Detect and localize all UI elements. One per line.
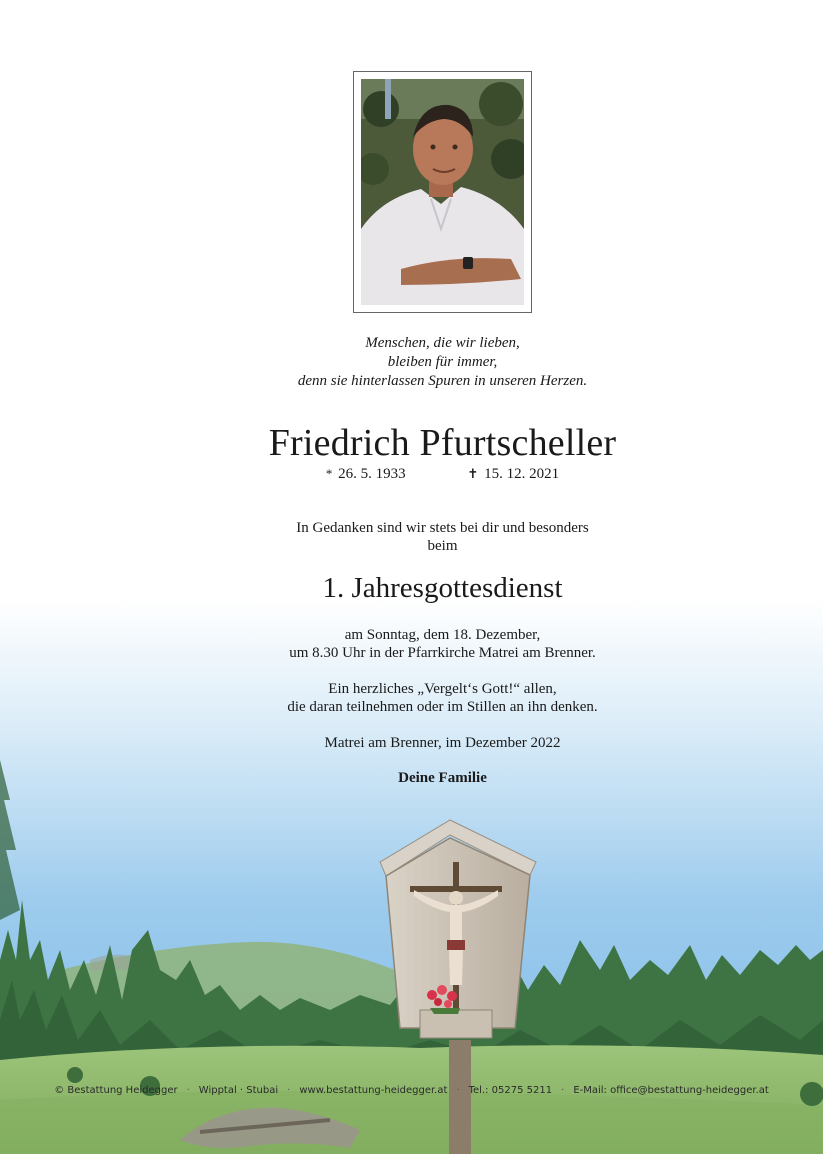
- footer-website[interactable]: www.bestattung-heidegger.at: [299, 1085, 448, 1096]
- cross-icon: ✝: [467, 466, 479, 481]
- birth-date: 26. 5. 1933: [338, 466, 406, 482]
- death-date: 15. 12. 2021: [484, 466, 560, 482]
- portrait-photo: [361, 79, 524, 305]
- footer-separator: ·: [561, 1085, 565, 1096]
- intro-line-2: beim: [427, 538, 458, 554]
- footer-phone: Tel.: 05275 5211: [468, 1085, 553, 1096]
- service-line-2: um 8.30 Uhr in der Pfarrkirche Matrei am Brenner.: [289, 645, 596, 661]
- footer-company: © Bestattung Heidegger: [54, 1085, 178, 1096]
- life-dates: [0, 465, 823, 483]
- footer-separator: ·: [186, 1085, 190, 1096]
- birth-date-block: [326, 465, 406, 483]
- footer-separator: ·: [456, 1085, 460, 1096]
- deceased-name: Friedrich Pfurtscheller: [268, 422, 617, 464]
- intro-line-1: In Gedanken sind wir stets bei dir und besonders: [296, 520, 589, 536]
- poem: [0, 334, 823, 391]
- birth-star-icon: *: [325, 466, 333, 481]
- poem-line-2: bleiben für immer,: [387, 354, 498, 370]
- footer-email[interactable]: E-Mail: office@bestattung-heidegger.at: [573, 1085, 769, 1096]
- portrait-frame: [353, 71, 532, 313]
- service-details: [0, 626, 823, 662]
- poem-line-1: Menschen, die wir lieben,: [365, 335, 520, 351]
- intro-text: [0, 519, 823, 555]
- signature: Deine Familie: [398, 770, 487, 786]
- service-title: 1. Jahresgottesdienst: [322, 572, 563, 604]
- footer-region: Wipptal · Stubai: [198, 1085, 279, 1096]
- service-line-1: am Sonntag, dem 18. Dezember,: [344, 627, 541, 643]
- poem-line-3: denn sie hinterlassen Spuren in unseren Herzen.: [297, 373, 588, 389]
- death-date-block: [467, 465, 559, 483]
- thanks-line-1: Ein herzliches „Vergelt‘s Gott!“ allen,: [328, 681, 557, 697]
- footer-separator: ·: [287, 1085, 291, 1096]
- place-date: Matrei am Brenner, im Dezember 2022: [324, 735, 561, 751]
- footer: [0, 1085, 823, 1096]
- thanks-text: [0, 680, 823, 716]
- thanks-line-2: die daran teilnehmen oder im Stillen an ihn denken.: [287, 699, 598, 715]
